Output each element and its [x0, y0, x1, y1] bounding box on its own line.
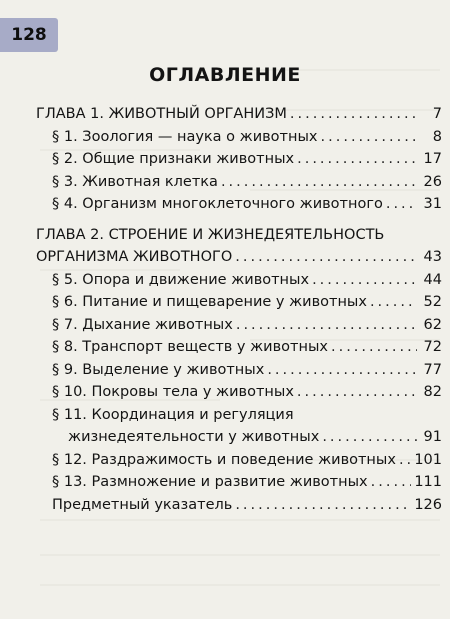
toc-page: 111: [414, 474, 442, 490]
toc-section-6[interactable]: [36, 291, 442, 314]
toc-section-12[interactable]: [36, 449, 442, 472]
leader-dots: [235, 246, 417, 269]
toc-page: 44: [423, 271, 442, 288]
toc-section-5[interactable]: [36, 269, 442, 292]
toc-label: § 2. Общие признаки животных: [52, 151, 295, 167]
leader-dots: [322, 426, 417, 449]
leader-dots: [297, 148, 417, 171]
toc-page: 17: [423, 151, 442, 167]
toc-section-13[interactable]: [36, 471, 442, 494]
toc-label: § 13. Размножение и развитие животных: [52, 474, 368, 490]
toc-page: 72: [423, 339, 442, 355]
leader-dots: [235, 494, 411, 517]
toc-label: § 6. Питание и пищеварение у животных: [52, 294, 367, 310]
toc-label: § 9. Выделение у животных: [52, 361, 265, 378]
leader-dots: [386, 193, 417, 216]
toc-page: 62: [423, 316, 442, 333]
toc-page: 8: [432, 128, 442, 145]
toc-label: § 7. Дыхание животных: [52, 316, 233, 333]
toc-page: 77: [423, 361, 442, 378]
toc-label: § 3. Животная клетка: [52, 173, 218, 190]
toc-page: 91: [423, 429, 442, 445]
toc-section-4[interactable]: [36, 193, 442, 216]
toc-chapter-2[interactable]: [36, 246, 442, 269]
toc-page: 31: [423, 196, 442, 212]
toc-section-11[interactable]: [36, 426, 442, 449]
toc-label: жизнедеятельности у животных: [68, 429, 320, 445]
toc-label: ГЛАВА 1. ЖИВОТНЫЙ ОРГАНИЗМ: [36, 106, 287, 122]
leader-dots: [221, 171, 417, 194]
toc-section-1[interactable]: [36, 126, 442, 149]
toc-label: § 1. Зоология — наука о животных: [52, 128, 318, 145]
toc-subject-index[interactable]: [36, 494, 442, 517]
leader-dots: [321, 126, 417, 149]
leader-dots: [236, 314, 417, 337]
leader-dots: [370, 291, 417, 314]
page-title: ОГЛАВЛЕНИЕ: [149, 64, 301, 86]
leader-dots: [312, 269, 417, 292]
page-number: 128: [0, 18, 58, 52]
toc-page: 82: [423, 384, 442, 400]
toc-section-3[interactable]: [36, 171, 442, 194]
spacer: [36, 216, 442, 224]
leader-dots: [267, 359, 417, 382]
toc-label: § 5. Опора и движение животных: [52, 271, 310, 288]
leader-dots: [371, 471, 412, 494]
toc-section-8[interactable]: [36, 336, 442, 359]
table-of-contents: [36, 100, 442, 516]
leader-dots: [290, 103, 417, 126]
toc-label: Предметный указатель: [52, 496, 233, 513]
toc-section-2[interactable]: [36, 148, 442, 171]
toc-page: 7: [432, 106, 442, 122]
toc-section-9[interactable]: [36, 359, 442, 382]
toc-chapter-1[interactable]: [36, 103, 442, 126]
toc-section-11-line1[interactable]: § 11. Координация и регуляция: [52, 406, 294, 423]
leader-dots: [399, 449, 411, 472]
toc-section-10[interactable]: [36, 381, 442, 404]
toc-label: ОРГАНИЗМА ЖИВОТНОГО: [36, 249, 233, 265]
toc-label: § 10. Покровы тела у животных: [52, 384, 294, 400]
toc-page: 52: [423, 294, 442, 310]
toc-chapter-2-line1[interactable]: ГЛАВА 2. СТРОЕНИЕ И ЖИЗНЕДЕЯТЕЛЬНОСТЬ: [36, 226, 385, 243]
toc-page: 43: [423, 249, 442, 265]
leader-dots: [297, 381, 417, 404]
toc-label: § 8. Транспорт веществ у животных: [52, 339, 328, 355]
toc-label: § 12. Раздражимость и поведение животных: [52, 451, 396, 468]
toc-label: § 4. Организм многоклеточного животного: [52, 196, 383, 212]
toc-page: 26: [423, 173, 442, 190]
toc-page: 126: [414, 496, 442, 513]
toc-section-7[interactable]: [36, 314, 442, 337]
leader-dots: [331, 336, 417, 359]
toc-page: 101: [414, 451, 442, 468]
